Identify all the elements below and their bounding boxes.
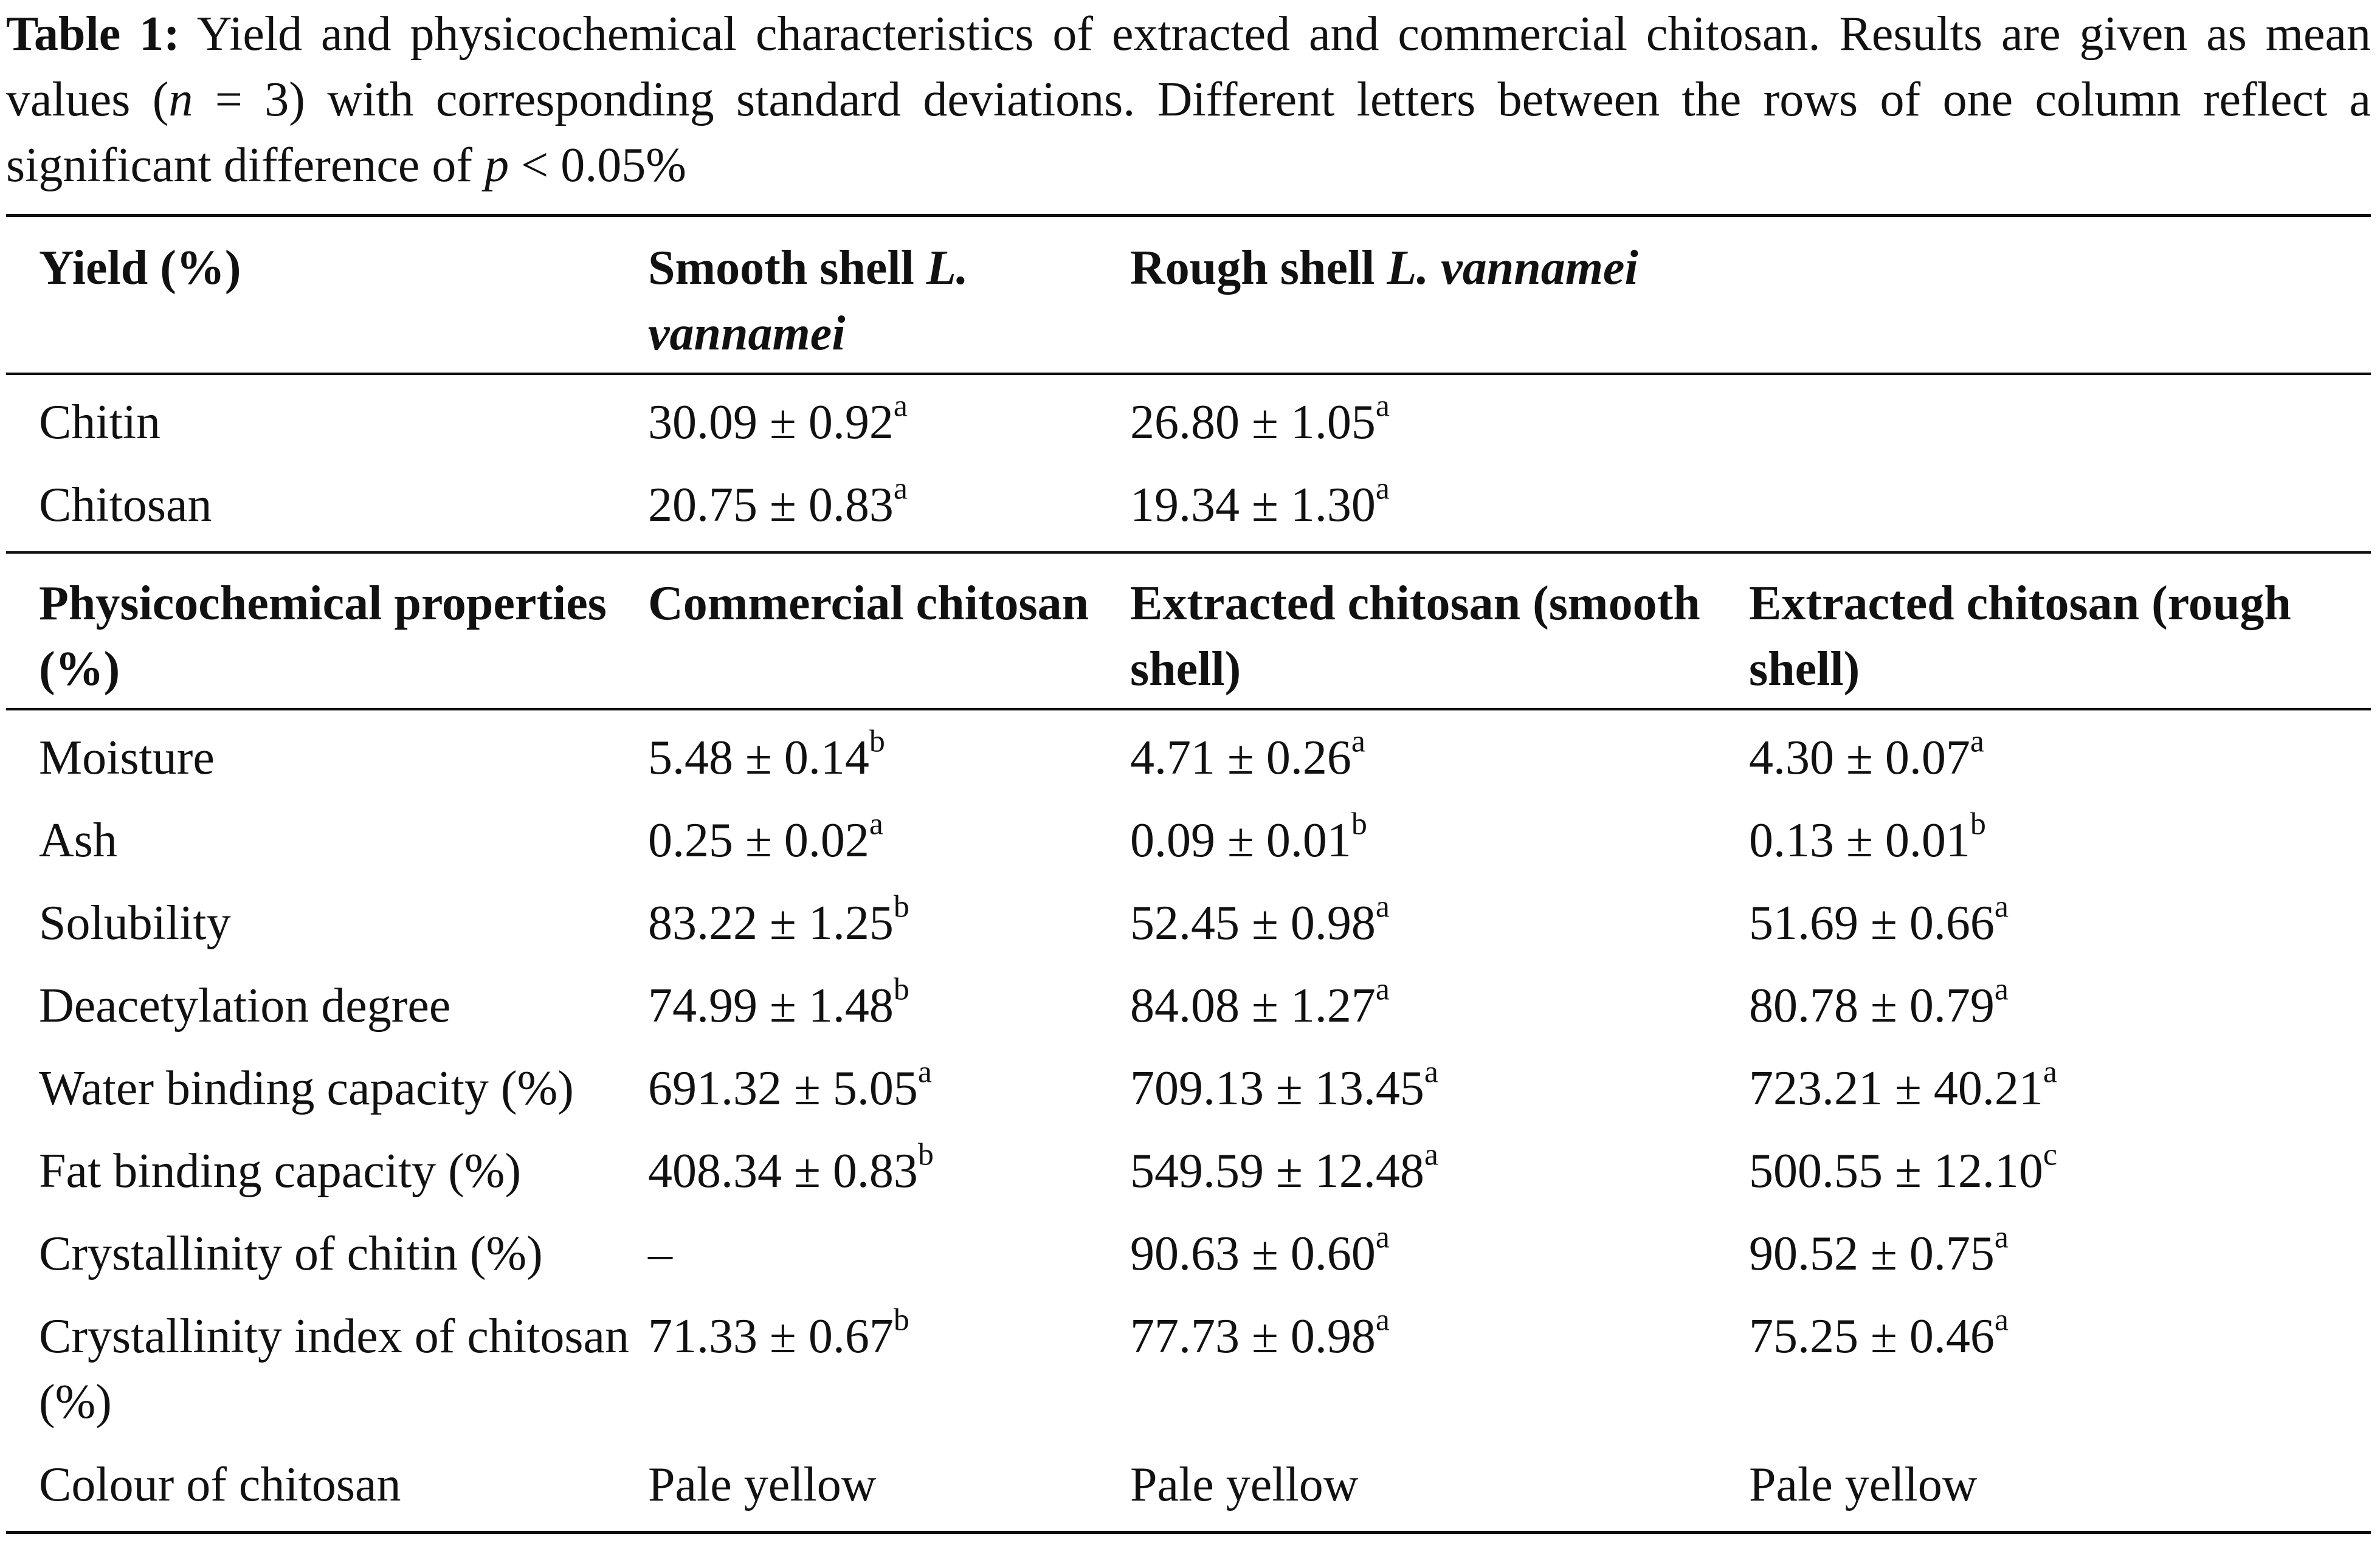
cell-value: 74.99 ± 1.48$^b$ [648, 972, 909, 1033]
yield-header-rough [1130, 216, 1749, 374]
table-row [6, 374, 2371, 464]
table-row [6, 799, 2371, 882]
caption-p-symbol: p [485, 139, 509, 192]
table-row [6, 1295, 2371, 1443]
cell-value: 26.80 ± 1.05$^a$ [1130, 388, 1390, 449]
row-label: Deacetylation degree [39, 979, 451, 1033]
table-row [6, 1443, 2371, 1533]
table-row [6, 1047, 2371, 1130]
cell-value: 75.25 ± 0.46$^a$ [1749, 1302, 2009, 1363]
row-label: Solubility [39, 896, 231, 950]
cell-value: 0.13 ± 0.01$^b$ [1749, 806, 1986, 867]
row-label: Water binding capacity (%) [39, 1062, 574, 1115]
physico-header-rough: Extracted chitosan (rough shell) [1749, 577, 2291, 696]
row-label: Crystallinity index of chitosan (%) [39, 1310, 629, 1429]
cell-value: 20.75 ± 0.83$^a$ [648, 471, 908, 532]
yield-header-empty [1749, 216, 2371, 374]
cell-value: Pale yellow [1130, 1458, 1359, 1511]
caption-label: Table 1: [6, 7, 180, 61]
row-label: Chitin [39, 396, 161, 449]
row-label: Colour of chitosan [39, 1458, 401, 1511]
cell-value: 709.13 ± 13.45$^a$ [1130, 1054, 1438, 1115]
cell-value: 500.55 ± 12.10$^c$ [1749, 1137, 2057, 1198]
cell-value: 51.69 ± 0.66$^a$ [1749, 889, 2009, 950]
cell-value: 90.52 ± 0.75$^a$ [1749, 1220, 2009, 1281]
caption-n-symbol: n [168, 73, 193, 126]
cell-value: 0.25 ± 0.02$^a$ [648, 806, 883, 867]
cell-value: 4.30 ± 0.07$^a$ [1749, 724, 1984, 785]
cell-value: 52.45 ± 0.98$^a$ [1130, 889, 1390, 950]
results-table [6, 214, 2371, 1534]
physico-header-row [6, 552, 2371, 709]
physico-header-label: Physicochemical properties (%) [39, 577, 607, 696]
table-row [6, 709, 2371, 799]
yield-header-smooth [648, 216, 1130, 374]
yield-header-label: Yield (%) [39, 241, 241, 295]
table-row [6, 1130, 2371, 1212]
yield-header-smooth-species: L. vannamei [648, 241, 968, 360]
row-label: Moisture [39, 731, 215, 785]
cell-value: 723.21 ± 40.21$^a$ [1749, 1054, 2057, 1115]
cell-value: Pale yellow [648, 1458, 877, 1511]
table-row [6, 964, 2371, 1047]
cell-value: 408.34 ± 0.83$^b$ [648, 1137, 934, 1198]
cell-value: 30.09 ± 0.92$^a$ [648, 388, 908, 449]
cell-value: 84.08 ± 1.27$^a$ [1130, 972, 1390, 1033]
cell-value: 0.09 ± 0.01$^b$ [1130, 806, 1367, 867]
cell-value: 691.32 ± 5.05$^a$ [648, 1054, 932, 1115]
yield-header-row [6, 216, 2371, 374]
yield-header-smooth-text: Smooth shell [648, 241, 926, 295]
cell-value: 4.71 ± 0.26$^a$ [1130, 724, 1365, 785]
caption-text-post: < 0.05% [509, 139, 686, 192]
caption-text-mid: = 3) with corresponding standard deviations. Different letters between the rows of one column reflect a significant difference of [6, 73, 2371, 192]
cell-value: 77.73 ± 0.98$^a$ [1130, 1302, 1390, 1363]
yield-header-rough-text: Rough shell [1130, 241, 1387, 295]
cell-value: 80.78 ± 0.79$^a$ [1749, 972, 2009, 1033]
caption-text-pre: Yield and physicochemical characteristics of extracted and commercial chitosan. Results are given as mean values ( [6, 7, 2371, 126]
table-row [6, 1212, 2371, 1295]
row-label: Fat binding capacity (%) [39, 1144, 522, 1198]
cell-value: 549.59 ± 12.48$^a$ [1130, 1137, 1438, 1198]
row-label: Crystallinity of chitin (%) [39, 1227, 543, 1281]
cell-value: – [648, 1227, 672, 1281]
cell-value: 19.34 ± 1.30$^a$ [1130, 471, 1390, 532]
cell-value: 71.33 ± 0.67$^b$ [648, 1302, 909, 1363]
row-label: Ash [39, 814, 117, 867]
physico-header-commercial: Commercial chitosan [648, 577, 1089, 630]
cell-value: 83.22 ± 1.25$^b$ [648, 889, 909, 950]
yield-header-rough-species: L. vannamei [1387, 241, 1638, 295]
row-label: Chitosan [39, 478, 212, 532]
cell-value: 5.48 ± 0.14$^b$ [648, 724, 885, 785]
cell-value: Pale yellow [1749, 1458, 1978, 1511]
physico-header-smooth: Extracted chitosan (smooth shell) [1130, 577, 1700, 696]
table-row [6, 882, 2371, 964]
table-row [6, 464, 2371, 552]
table-caption [6, 0, 2371, 198]
cell-value: 90.63 ± 0.60$^a$ [1130, 1220, 1390, 1281]
